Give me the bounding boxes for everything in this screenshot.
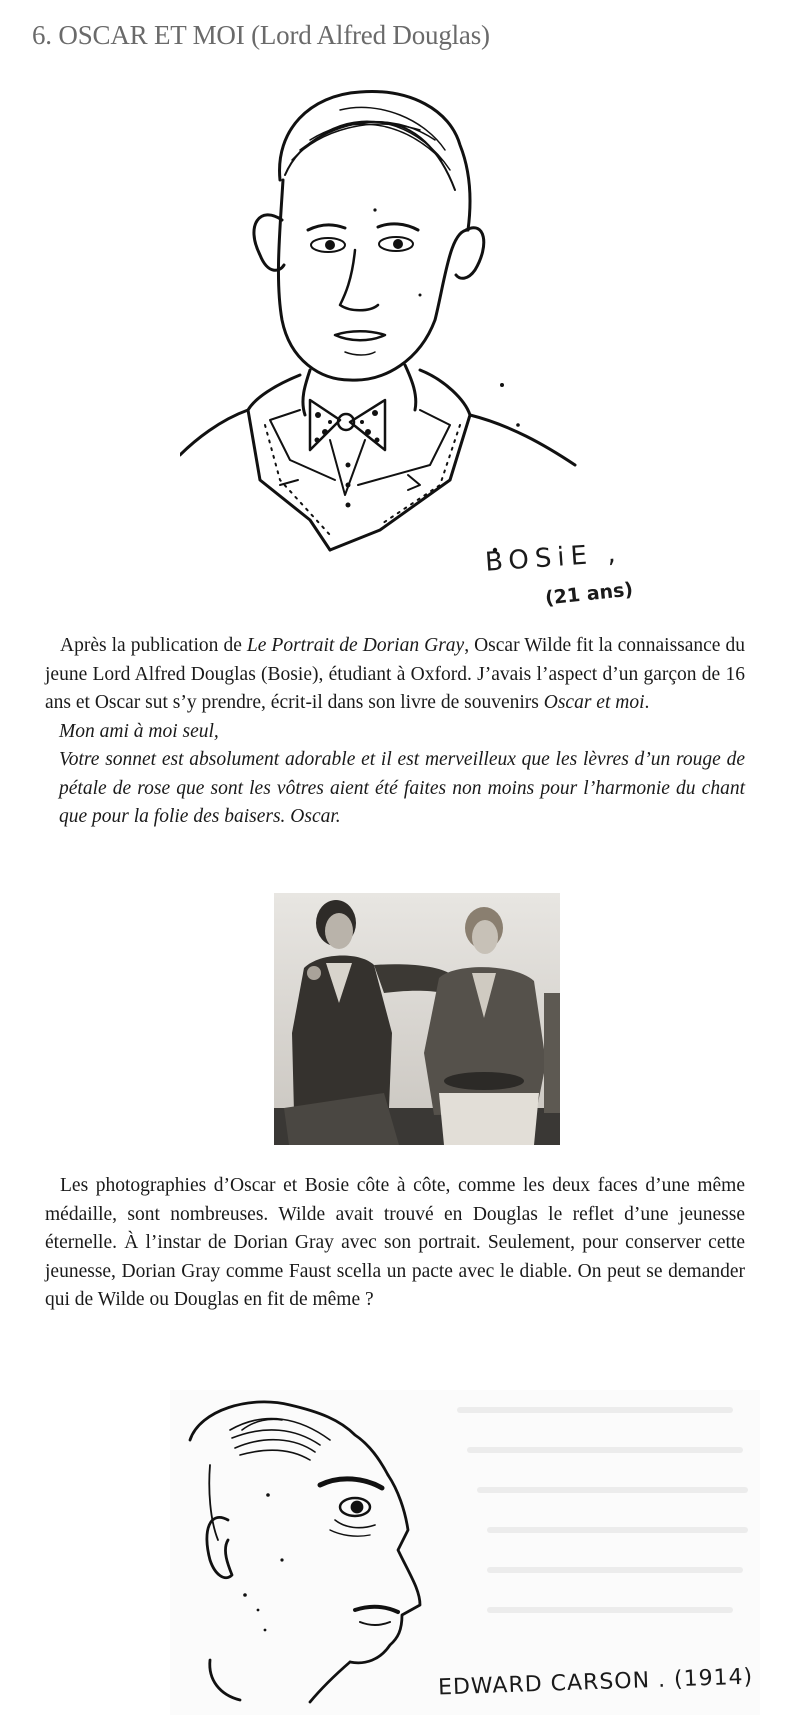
page-title: 6. OSCAR ET MOI (Lord Alfred Douglas) (32, 20, 490, 50)
carson-caption: EDWARD CARSON . (1914) (437, 1664, 754, 1701)
intro-paragraph (45, 632, 745, 832)
book-title-dorian-gray: Le Portrait de Dorian Gray (246, 635, 465, 656)
quote-salutation: Mon ami à moi seul, (59, 720, 219, 742)
photos-paragraph-text: Les photographies d’Oscar et Bosie côte à côte, comme les deux faces d’une même médaille, sont nombreuses. Wilde avait trouvé en Douglas le reflet d’une jeunesse éternelle. À l’instar de Dorian Gray avec son portrait. Seulement, pour conserver cette jeunesse, Dorian Gray comme Faust scella un pacte avec le diable. On peut se demander qui de Wilde ou Douglas en fit de même ? (45, 1175, 745, 1310)
bosie-caption-name: BOSiE , (484, 538, 623, 578)
intro-text-2: , Oscar Wilde fit la connaissance du jeune Lord Alfred Douglas (Bosie), étudiant à Oxford. J’avais l’aspect d’un garçon de 16 ans et Oscar sut s’y prendre, écrit-il dans son livre de souvenirs (45, 635, 745, 713)
intro-text-3: . (644, 692, 650, 713)
letter-quote (45, 718, 745, 832)
bosie-caption-age: (21 ans) (544, 578, 635, 610)
wilde-douglas-photo (274, 893, 560, 1145)
quote-body: Votre sonnet est absolument adorable et il est merveilleux que les lèvres d’un rouge de pétale de rose que sont les vôtres aient été faites non moins pour l’harmonie du chant que pour la folie des baisers. Oscar. (59, 749, 745, 827)
carson-drawing (170, 1390, 760, 1715)
intro-text-1: Après la publication de (60, 635, 247, 656)
photos-paragraph (45, 1172, 745, 1315)
book-title-oscar-et-moi: Oscar et moi (543, 692, 645, 713)
bosie-drawing (180, 80, 660, 625)
